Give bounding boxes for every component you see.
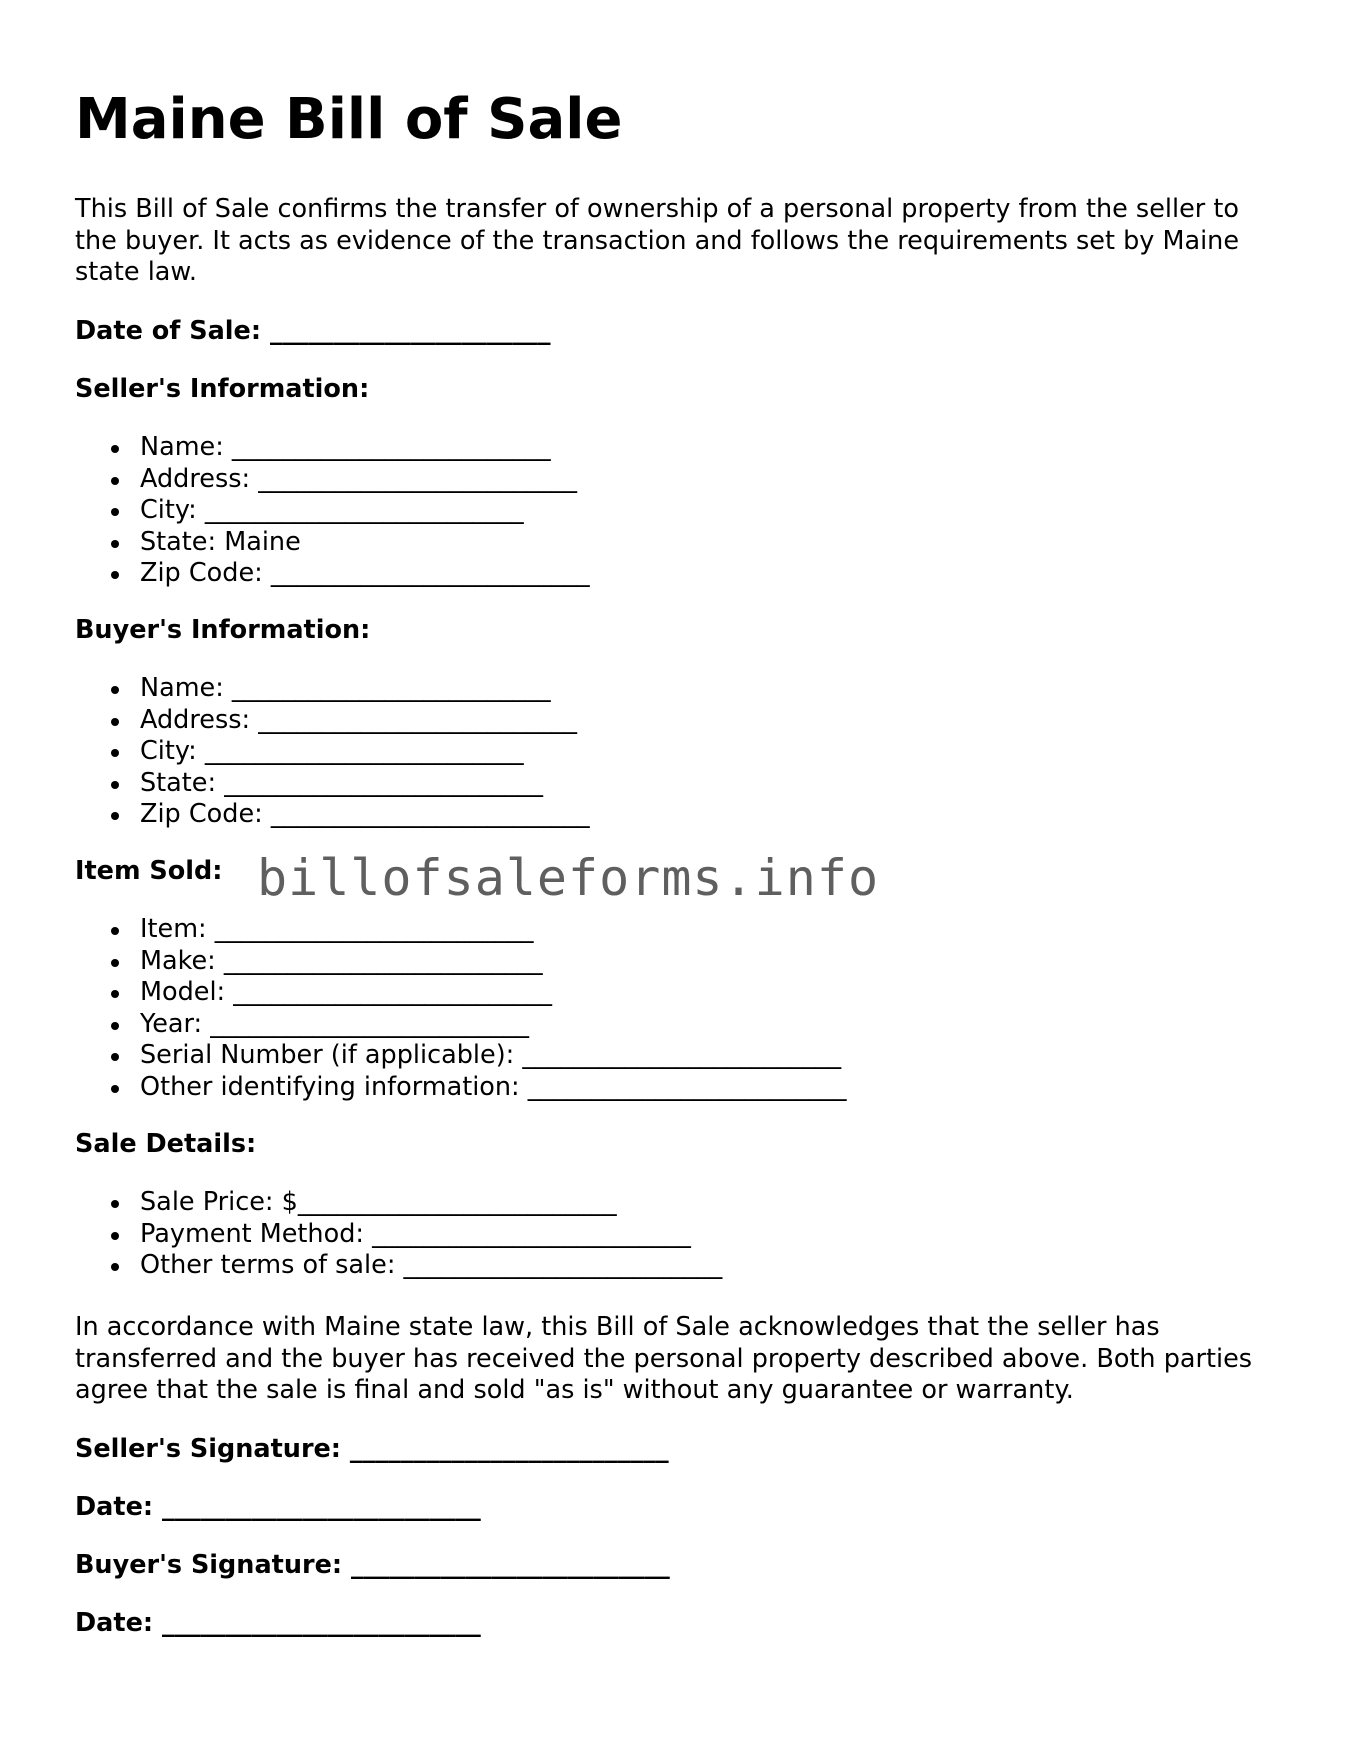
item-sold-list [75, 914, 847, 1103]
closing-paragraph: In accordance with Maine state law, this Bill of Sale acknowledges that the seller has transferred and the buyer has received the personal property described above. Both parties agree that the sale is final and sold "as is" without any guarantee or warranty. [75, 1312, 1253, 1405]
buyer-address-field: Address: _________________________ [140, 705, 590, 737]
model-field: Model: _________________________ [140, 977, 847, 1009]
page-title: Maine Bill of Sale [75, 87, 623, 152]
buyer-signature-label: Buyer's Signature: [75, 1550, 343, 1580]
seller-date-blank: _________________________ [161, 1492, 481, 1522]
seller-city-field: City: _________________________ [140, 495, 590, 527]
buyer-state-field: State: _________________________ [140, 768, 590, 800]
seller-date-label: Date: [75, 1492, 154, 1522]
year-field: Year: _________________________ [140, 1009, 847, 1041]
seller-zip-field: Zip Code: _________________________ [140, 558, 590, 588]
seller-state-field: State: Maine [140, 527, 590, 559]
seller-info-list [75, 432, 590, 590]
buyer-city-field: City: _________________________ [140, 736, 590, 768]
buyer-name-field: Name: _________________________ [140, 673, 590, 705]
date-of-sale-line [75, 316, 550, 348]
seller-address-field: Address: _________________________ [140, 464, 590, 496]
date-of-sale-blank: ______________________ [269, 316, 551, 346]
buyer-signature-line [75, 1550, 670, 1582]
buyer-zip-field: Zip Code: _________________________ [140, 799, 590, 829]
seller-signature-blank: _________________________ [349, 1434, 669, 1464]
buyer-date-label: Date: [75, 1608, 154, 1638]
buyer-info-list [75, 673, 590, 831]
seller-signature-line [75, 1434, 669, 1466]
other-terms-field: Other terms of sale: _________________________ [140, 1250, 723, 1280]
other-identifying-info-field: Other identifying information: _________________________ [140, 1071, 847, 1102]
buyer-signature-blank: _________________________ [350, 1550, 670, 1580]
serial-number-field: Serial Number (if applicable): _________________________ [140, 1040, 847, 1072]
item-field: Item: _________________________ [140, 914, 847, 946]
intro-paragraph: This Bill of Sale confirms the transfer of ownership of a personal property from the seller to the buyer. It acts as evidence of the transaction and follows the requirements set by Maine state law. [75, 194, 1240, 287]
sale-details-list [75, 1187, 722, 1282]
sale-price-field: Sale Price: $_________________________ [140, 1187, 722, 1219]
watermark-text: billofsaleforms.info [257, 849, 880, 907]
seller-name-field: Name: _________________________ [140, 432, 590, 464]
sale-details-heading: Sale Details: [75, 1129, 257, 1159]
buyer-info-heading: Buyer's Information: [75, 615, 371, 645]
seller-info-heading: Seller's Information: [75, 374, 370, 404]
buyer-date-line [75, 1608, 481, 1640]
seller-date-line [75, 1492, 481, 1524]
payment-method-field: Payment Method: _________________________ [140, 1219, 722, 1251]
item-sold-heading: Item Sold: [75, 856, 223, 886]
buyer-date-blank: _________________________ [161, 1608, 481, 1638]
seller-signature-label: Seller's Signature: [75, 1434, 342, 1464]
date-of-sale-label: Date of Sale: [75, 316, 262, 346]
make-field: Make: _________________________ [140, 946, 847, 978]
